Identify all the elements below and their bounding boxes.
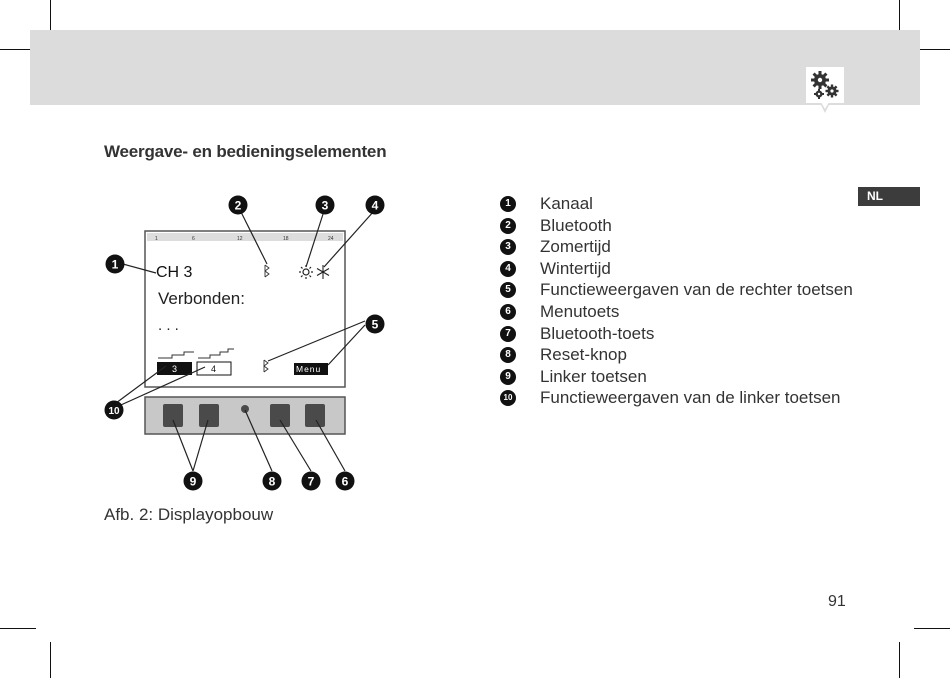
svg-text:6: 6 [341, 474, 349, 489]
callout-5 [366, 315, 385, 334]
legend-list [500, 193, 853, 409]
legend-item [500, 215, 853, 237]
section-badge [806, 67, 844, 103]
legend-item [500, 279, 853, 301]
legend-number: 7 [500, 326, 516, 342]
svg-text:8: 8 [268, 474, 276, 489]
reset-button [241, 405, 249, 413]
header-band [30, 30, 920, 105]
status-text: Verbonden: [158, 289, 245, 308]
callout-9 [184, 472, 203, 491]
legend-label: Kanaal [540, 194, 593, 213]
legend-label: Functieweergaven van de rechter toetsen [540, 280, 853, 300]
legend-number: 10 [500, 390, 516, 406]
callout-10 [105, 401, 124, 420]
gears-icon [806, 67, 844, 113]
svg-text:4: 4 [371, 198, 379, 213]
time-scale-bar [147, 233, 343, 241]
left-key-1-label: 3 [172, 364, 178, 374]
page-heading: Weergave- en bedieningselementen [104, 142, 387, 161]
legend-label: Linker toetsen [540, 366, 647, 386]
legend-number: 3 [500, 239, 516, 255]
svg-text:2: 2 [234, 198, 242, 213]
left-key-1 [163, 404, 183, 427]
legend-number: 6 [500, 304, 516, 320]
legend-number: 8 [500, 347, 516, 363]
legend-label: Bluetooth-toets [540, 323, 655, 343]
scale-label: 6 [192, 236, 195, 242]
svg-text:3: 3 [321, 198, 329, 213]
legend-item [500, 236, 853, 258]
legend-item [500, 193, 853, 215]
scale-label: 18 [283, 236, 289, 242]
crop-mark [914, 628, 950, 629]
scale-label: 24 [328, 236, 334, 242]
callout-2 [229, 196, 248, 215]
scale-label: 1 [155, 236, 158, 242]
legend-label: Bluetooth [540, 215, 612, 235]
legend-number: 4 [500, 261, 516, 277]
legend-item [500, 344, 853, 366]
svg-text:9: 9 [189, 474, 197, 489]
display-figure [100, 190, 400, 505]
legend-label: Zomertijd [540, 237, 611, 257]
legend-item [500, 323, 853, 345]
legend-label: Menutoets [540, 301, 620, 321]
menu-key [305, 404, 325, 427]
legend-number: 1 [500, 196, 516, 212]
svg-text:7: 7 [307, 474, 315, 489]
legend-number: 5 [500, 282, 516, 298]
svg-text:10: 10 [108, 406, 120, 417]
crop-mark [0, 628, 36, 629]
callout-7 [302, 472, 321, 491]
callout-3 [316, 196, 335, 215]
callout-4 [366, 196, 385, 215]
callout-1 [106, 255, 125, 274]
page-number: 91 [828, 593, 846, 610]
bluetooth-key [270, 404, 290, 427]
crop-mark [50, 642, 51, 678]
legend-item [500, 387, 853, 409]
legend-number: 9 [500, 369, 516, 385]
menu-label: Menu [296, 364, 322, 374]
left-key-2 [199, 404, 219, 427]
legend-item [500, 258, 853, 280]
scale-label: 12 [237, 236, 243, 242]
legend-item [500, 366, 853, 388]
legend-number: 2 [500, 218, 516, 234]
left-key-2-label: 4 [211, 364, 217, 374]
callout-8 [263, 472, 282, 491]
display-diagram [100, 190, 400, 500]
legend-label: Wintertijd [540, 258, 611, 278]
svg-text:1: 1 [111, 257, 119, 272]
figure-caption: Afb. 2: Displayopbouw [104, 505, 274, 524]
callout-6 [336, 472, 355, 491]
language-tab: NL [858, 187, 920, 206]
crop-mark [899, 642, 900, 678]
legend-label: Functieweergaven van de linker toetsen [540, 388, 841, 408]
legend-label: Reset-knop [540, 345, 627, 365]
svg-text:5: 5 [371, 317, 379, 332]
legend-item [500, 301, 853, 323]
channel-indicator: CH 3 [156, 264, 193, 281]
progress-dots: . . . [158, 317, 179, 334]
